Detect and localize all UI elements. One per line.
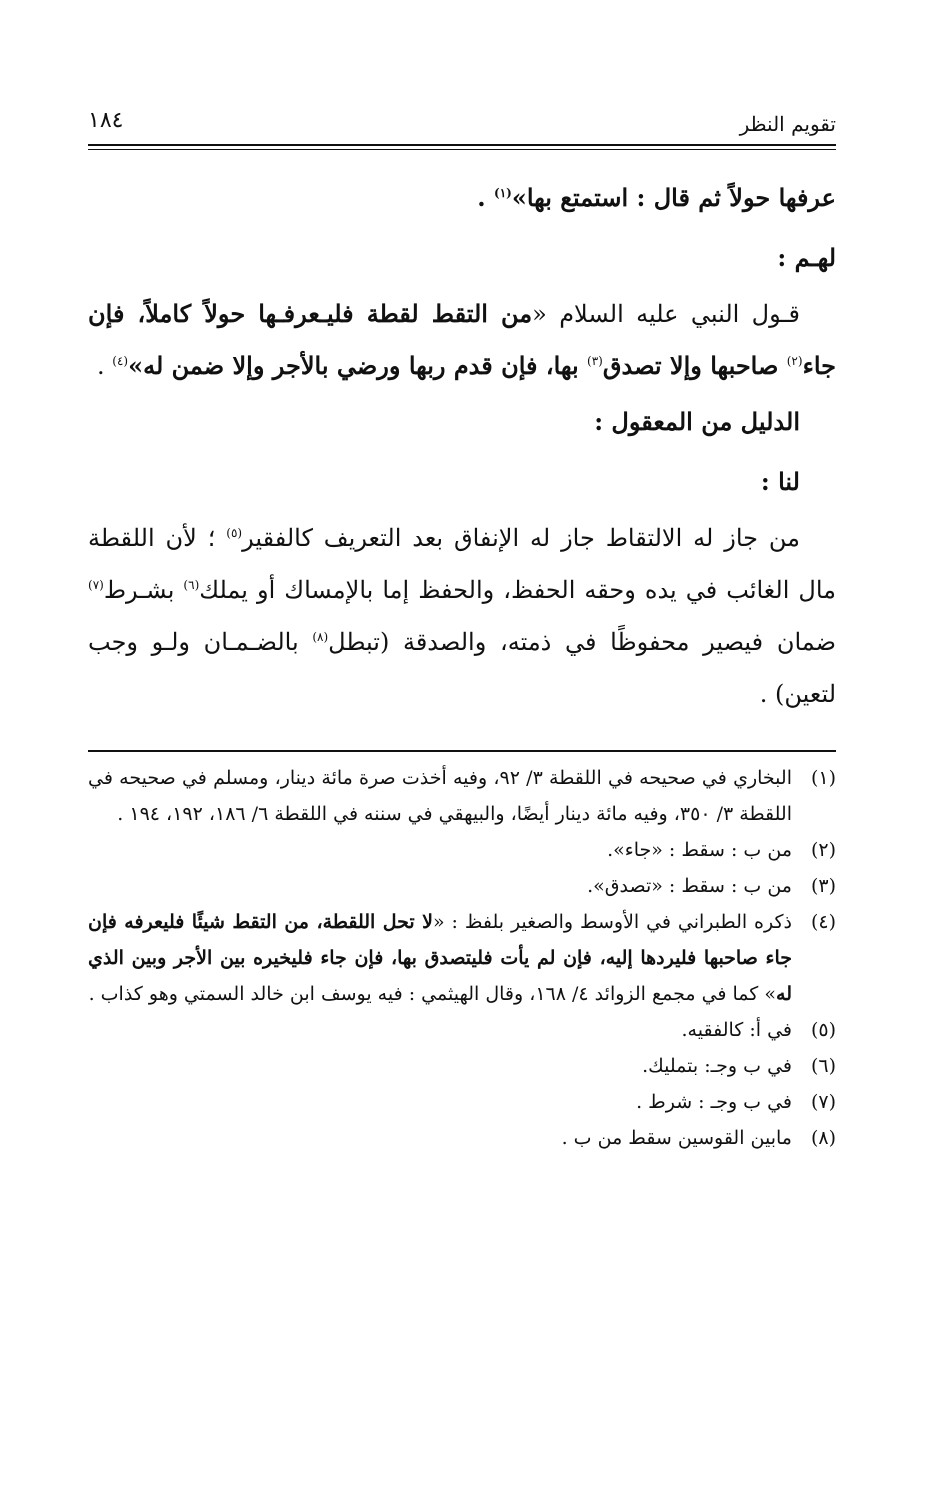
continuation-line: عرفها حولاً ثم قال : استمتع بها»$^{(١)}$ . [477,183,836,212]
heading-dalil: الدليل من المعقول : [594,407,800,436]
footnote-text: من ب : سقط : «جاء». [607,839,792,861]
footnote-ref-3[interactable]: (٣) [587,354,603,368]
footnote-number: (٢) [810,839,836,861]
running-title: تقويم النظر [739,112,836,136]
footnote-ref-2[interactable]: (٢) [786,354,803,368]
footnote-number: (٤) [810,911,836,933]
page-number: ١٨٤ [88,108,124,133]
footnote-ref-5[interactable]: (٥) [226,526,243,540]
footnote-ref-6[interactable]: (٦) [183,578,200,592]
footnote-ref-4[interactable]: (٤) [112,354,129,368]
footnote-3 [88,868,836,904]
header-rule [88,144,836,150]
footnote-6 [88,1048,836,1084]
footnote-4 [88,904,836,1012]
footnote-text: مابين القوسين سقط من ب . [561,1127,792,1149]
footnote-text: في أ: كالفقيه. [681,1019,792,1041]
footnote-ref-1[interactable]: (١) [494,186,512,200]
hadith-paragraph: قـول النبي عليه السلام «من التقط لقطة فليـعرفـها حولاً كاملاً، فإن جاء$^{(٢)}$ صاحبها وإلا تصدق$^{(٣)}$ بها، فإن قدم ربها ورضي بالأجر وإلا ضمن له»$^{(٤)}$ . [88,299,836,380]
heading-lana: لنا : [760,467,800,496]
footnote-5 [88,1012,836,1048]
footnote-text: في ب وجـ : شرط . [636,1091,792,1113]
footnote-number: (٥) [810,1019,836,1041]
footnote-text: البخاري في صحيحه في اللقطة ٣/ ٩٢، وفيه أخذت صرة مائة دينار، ومسلم في صحيحه في اللقطة ٣/ ٣٥٠، وفيه مائة دينار أيضًا، والبيهقي في سننه في اللقطة ٦/ ١٨٦، ١٩٢، ١٩٤ . [88,767,792,825]
footnote-number: (٣) [810,875,836,897]
footnote-text: ذكره الطبراني في الأوسط والصغير بلفظ : «لا تحل اللقطة، من التقط شيئًا فليعرفه فإن جاء صاحبها فليردها إليه، فإن لم يأت فليتصدق بها، فإن جاء فليخيره بين الأجر وبين الذي له» كما في مجمع الزوائد ٤/ ١٦٨، وقال الهيثمي : فيه يوسف ابن خالد السمتي وهو كذاب . [88,911,792,1005]
footnote-8 [88,1120,836,1156]
footnote-separator [88,750,836,752]
footnote-7 [88,1084,836,1120]
footnote-number: (٨) [810,1127,836,1149]
footnote-text: في ب وجـ: بتمليك. [642,1055,792,1077]
heading-lahum: لهـم : [777,243,836,272]
footnote-number: (٧) [810,1091,836,1113]
footnote-number: (٦) [810,1055,836,1077]
main-text [88,168,836,720]
page-header [88,100,836,138]
footnote-2 [88,832,836,868]
footnote-text: من ب : سقط : «تصدق». [587,875,792,897]
footnote-1 [88,760,836,832]
book-page [88,100,836,1460]
footnotes-section [88,760,836,1156]
footnote-ref-7[interactable]: (٧) [88,578,104,592]
footnote-number: (١) [810,767,836,789]
footnote-ref-8[interactable]: (٨) [312,630,329,644]
argument-paragraph: من جاز له الالتقاط جاز له الإنفاق بعد التعريف كالفقير$^{(٥)}$ ؛ لأن اللقطة مال الغائب في يده وحقه الحفظ، والحفظ إما بالإمساك أو يملك$^{(٦)}$ بشـرط$^{(٧)}$ ضمان فيصير محفوظًا في ذمته، والصدقة (تبطل$^{(٨)}$ بالضـمـان ولـو وجب لتعين) . [88,524,837,708]
